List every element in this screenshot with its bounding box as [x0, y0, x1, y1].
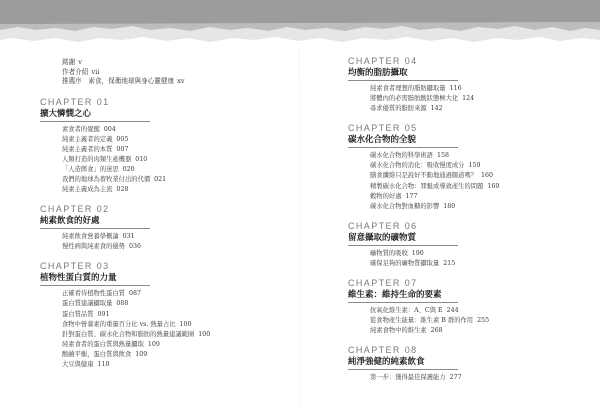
chapter-entry-list [370, 84, 588, 114]
chapter-entry-list [370, 151, 588, 212]
toc-entry[interactable] [370, 249, 588, 259]
chapter-section [40, 261, 290, 370]
toc-entry[interactable] [370, 306, 588, 316]
toc-entry-title: 尋求優質的脂肪來源 [370, 105, 427, 113]
chapter-title[interactable]: 純素飲食的好處 [40, 216, 100, 227]
toc-entry-page: 036 [128, 243, 141, 251]
toc-entry[interactable] [62, 350, 290, 360]
toc-entry[interactable] [370, 182, 588, 192]
toc-entry-title: 從食物產生能量：維生素 B 群的作用 [370, 317, 474, 325]
chapter-title[interactable]: 維生素：維持生命的要素 [348, 290, 442, 301]
toc-entry[interactable] [62, 155, 290, 165]
toc-entry[interactable] [62, 145, 290, 155]
torn-paper-header [0, 0, 600, 48]
toc-entry-page: 180 [443, 202, 456, 210]
toc-entry-title: 蛋白質建議攝取量 [62, 300, 113, 308]
front-matter-item[interactable] [62, 68, 290, 78]
toc-entry[interactable] [62, 232, 290, 242]
toc-entry-page: 005 [116, 135, 129, 143]
toc-entry-page: 277 [449, 374, 462, 382]
toc-entry-page: 007 [116, 145, 129, 153]
toc-entry-title: 純素主義者的本質 [62, 145, 113, 153]
chapter-section [40, 204, 290, 252]
toc-entry-page: 169 [487, 182, 500, 190]
toc-entry-page: 142 [430, 105, 443, 113]
toc-entry[interactable] [62, 310, 290, 320]
toc-entry-page: 110 [97, 361, 110, 368]
left-chapter-list [40, 97, 290, 371]
toc-entry[interactable] [370, 316, 588, 326]
toc-entry-title: 純素主義成為主流 [62, 186, 113, 194]
toc-entry-page: 109 [135, 350, 148, 358]
chapter-entry-list [370, 249, 588, 269]
chapter-divider [348, 245, 458, 246]
toc-entry[interactable] [370, 259, 588, 269]
toc-entry-title: 我們的地球為畜牧業付出的代價 [62, 175, 151, 183]
chapter-entry-list [370, 306, 588, 336]
toc-entry-page: 159 [468, 162, 481, 170]
toc-entry[interactable] [370, 161, 588, 171]
toc-entry-title: 將體內的必需脂肪酸狀態極大化 [370, 95, 459, 103]
toc-entry-page: 215 [443, 259, 456, 267]
toc-entry-page: 087 [128, 290, 141, 298]
front-matter-item[interactable] [62, 77, 290, 87]
toc-entry[interactable] [370, 373, 588, 383]
toc-entry-title: 食物中營養素的重量百分比 vs. 熱量占比 [62, 320, 176, 328]
chapter-number: CHAPTER 08 [348, 345, 418, 356]
toc-entry-title: 純素飲食營養學概論 [62, 233, 119, 241]
toc-entry[interactable] [62, 289, 290, 299]
toc-entry-title: 抗氧化維生素：A、C與 E [370, 307, 443, 315]
front-matter-list [62, 58, 290, 87]
chapter-section [348, 278, 588, 336]
toc-entry[interactable] [62, 330, 290, 340]
toc-entry-title: 精製碳水化合物：罪魁或導致產生的問題 [370, 182, 484, 190]
toc-entry[interactable] [62, 135, 290, 145]
toc-entry[interactable] [62, 360, 290, 370]
chapter-number: CHAPTER 05 [348, 123, 418, 134]
chapter-divider [348, 147, 458, 148]
toc-entry-title: 第一步：獲得最佳保護能力 [370, 374, 446, 382]
toc-entry-page: 010 [135, 155, 148, 163]
toc-entry[interactable] [370, 94, 588, 104]
chapter-entry-list [62, 232, 290, 252]
chapter-number: CHAPTER 06 [348, 220, 418, 231]
toc-entry-title: 純素食物中的維生素 [370, 327, 427, 335]
toc-entry-title: 純素食者的蛋白質與熱量攝取 [62, 340, 144, 348]
toc-entry-page: 268 [430, 327, 443, 335]
chapter-entry-list [370, 373, 588, 383]
chapter-section [348, 123, 588, 212]
chapter-divider [348, 302, 458, 303]
toc-entry-page: 190 [411, 249, 424, 257]
toc-entry[interactable] [62, 125, 290, 135]
toc-entry-page: 031 [122, 233, 135, 241]
toc-entry-title: 慢性病與純素食的優勢 [62, 243, 125, 251]
right-chapter-list [348, 56, 588, 383]
toc-entry[interactable] [62, 175, 290, 185]
toc-entry-title: 確保足夠的礦物質攝取量 [370, 259, 440, 267]
chapter-number: CHAPTER 07 [348, 278, 418, 289]
toc-entry-page: 244 [446, 307, 459, 315]
front-matter-page: vii [91, 67, 100, 76]
toc-entry-page: 028 [116, 186, 129, 194]
toc-entry-title: 蛋白質品質 [62, 310, 94, 318]
chapter-title[interactable]: 留意攝取的礦物質 [348, 232, 417, 243]
toc-entry-title: 素食者的覺醒 [62, 125, 100, 133]
chapter-entry-list [62, 125, 290, 196]
toc-entry[interactable] [62, 299, 290, 309]
toc-entry-title: 正確看待植物性蛋白質 [62, 290, 125, 298]
toc-entry-title: 大豆與健康 [62, 361, 94, 368]
toc-entry-page: 255 [477, 317, 490, 325]
toc-entry[interactable] [62, 340, 290, 350]
chapter-divider [40, 121, 150, 122]
toc-entry[interactable] [370, 84, 588, 94]
chapter-divider [40, 285, 150, 286]
chapter-title[interactable]: 純淨強健的純素飲食 [348, 357, 425, 368]
chapter-title[interactable]: 碳水化合物的全貌 [348, 135, 417, 146]
toc-entry[interactable] [370, 192, 588, 202]
toc-entry-page: 100 [179, 320, 192, 328]
front-matter-item[interactable] [62, 58, 290, 68]
toc-entry[interactable] [62, 320, 290, 330]
chapter-title[interactable]: 擴大憐憫之心 [40, 108, 92, 119]
chapter-entry-list [62, 289, 290, 370]
toc-entry-title: 針對蛋白質、碳水化合物和脂肪的熱量建議範圍 [62, 330, 195, 338]
toc-entry-page: 100 [198, 330, 211, 338]
chapter-divider [40, 228, 150, 229]
toc-entry[interactable] [370, 326, 588, 336]
toc-entry-page: 158 [436, 152, 449, 160]
chapter-title[interactable]: 植物性蛋白質的力量 [40, 273, 117, 284]
chapter-number: CHAPTER 04 [348, 56, 418, 66]
chapter-divider [348, 369, 458, 370]
front-matter-title: 作者介紹 [62, 67, 89, 76]
book-gutter [299, 48, 300, 413]
toc-entry-title: 碳水化合物的消化：吸收慢度成分 [370, 162, 465, 170]
toc-entry-title: 碳水化合物的科學術語 [370, 152, 433, 160]
toc-entry-page: 021 [154, 175, 167, 183]
toc-entry-title: 酸鹼平衡，蛋白質與飲食 [62, 350, 132, 358]
toc-entry-title: 人類打造的肉類生產機器 [62, 155, 132, 163]
toc-entry[interactable] [370, 171, 588, 181]
chapter-number: CHAPTER 02 [40, 204, 110, 215]
toc-entry-page: 177 [405, 192, 418, 200]
chapter-section [348, 221, 588, 269]
toc-entry-title: 純素食者理想的脂肪攝取量 [370, 85, 446, 92]
chapter-section [40, 97, 290, 196]
toc-entry-page: 091 [97, 310, 110, 318]
toc-entry-title: 穀物的好處 [370, 192, 402, 200]
toc-entry[interactable] [370, 104, 588, 114]
toc-entry[interactable] [62, 165, 290, 175]
chapter-section [348, 56, 588, 114]
left-page [40, 56, 290, 370]
toc-entry-title: 純素主義者的定義 [62, 135, 113, 143]
right-page [348, 56, 588, 383]
toc-entry-page: 088 [116, 300, 129, 308]
toc-entry-page: 124 [462, 95, 475, 103]
toc-entry-title: 膳食纖維只是說好不動地通過腸道嗎？ [370, 172, 478, 180]
toc-entry[interactable] [370, 202, 588, 212]
toc-entry-title: 「人造餌食」的迷思 [62, 165, 119, 173]
toc-entry-page: 004 [103, 125, 116, 133]
toc-entry[interactable] [370, 151, 588, 161]
front-matter-page: v [78, 58, 82, 66]
front-matter-page: xv [177, 77, 185, 85]
chapter-divider [348, 80, 458, 81]
toc-entry-page: 160 [481, 172, 494, 180]
front-matter-title: 推薦序 素食，保衛地球與身心靈健康 [62, 77, 175, 85]
chapter-title[interactable]: 均衡的脂肪攝取 [348, 68, 408, 78]
toc-entry-page: 020 [122, 165, 135, 173]
toc-entry[interactable] [62, 242, 290, 252]
chapter-section [348, 345, 588, 383]
toc-entry-page: 109 [147, 340, 160, 348]
toc-entry[interactable] [62, 185, 290, 195]
toc-entry-page: 116 [449, 85, 462, 92]
chapter-number: CHAPTER 01 [40, 96, 110, 107]
toc-entry-title: 碳水化合物對血糖的影響 [370, 202, 440, 210]
chapter-number: CHAPTER 03 [40, 261, 110, 272]
toc-entry-title: 礦物質的吸收 [370, 249, 408, 257]
front-matter-title: 銘謝 [62, 58, 76, 66]
